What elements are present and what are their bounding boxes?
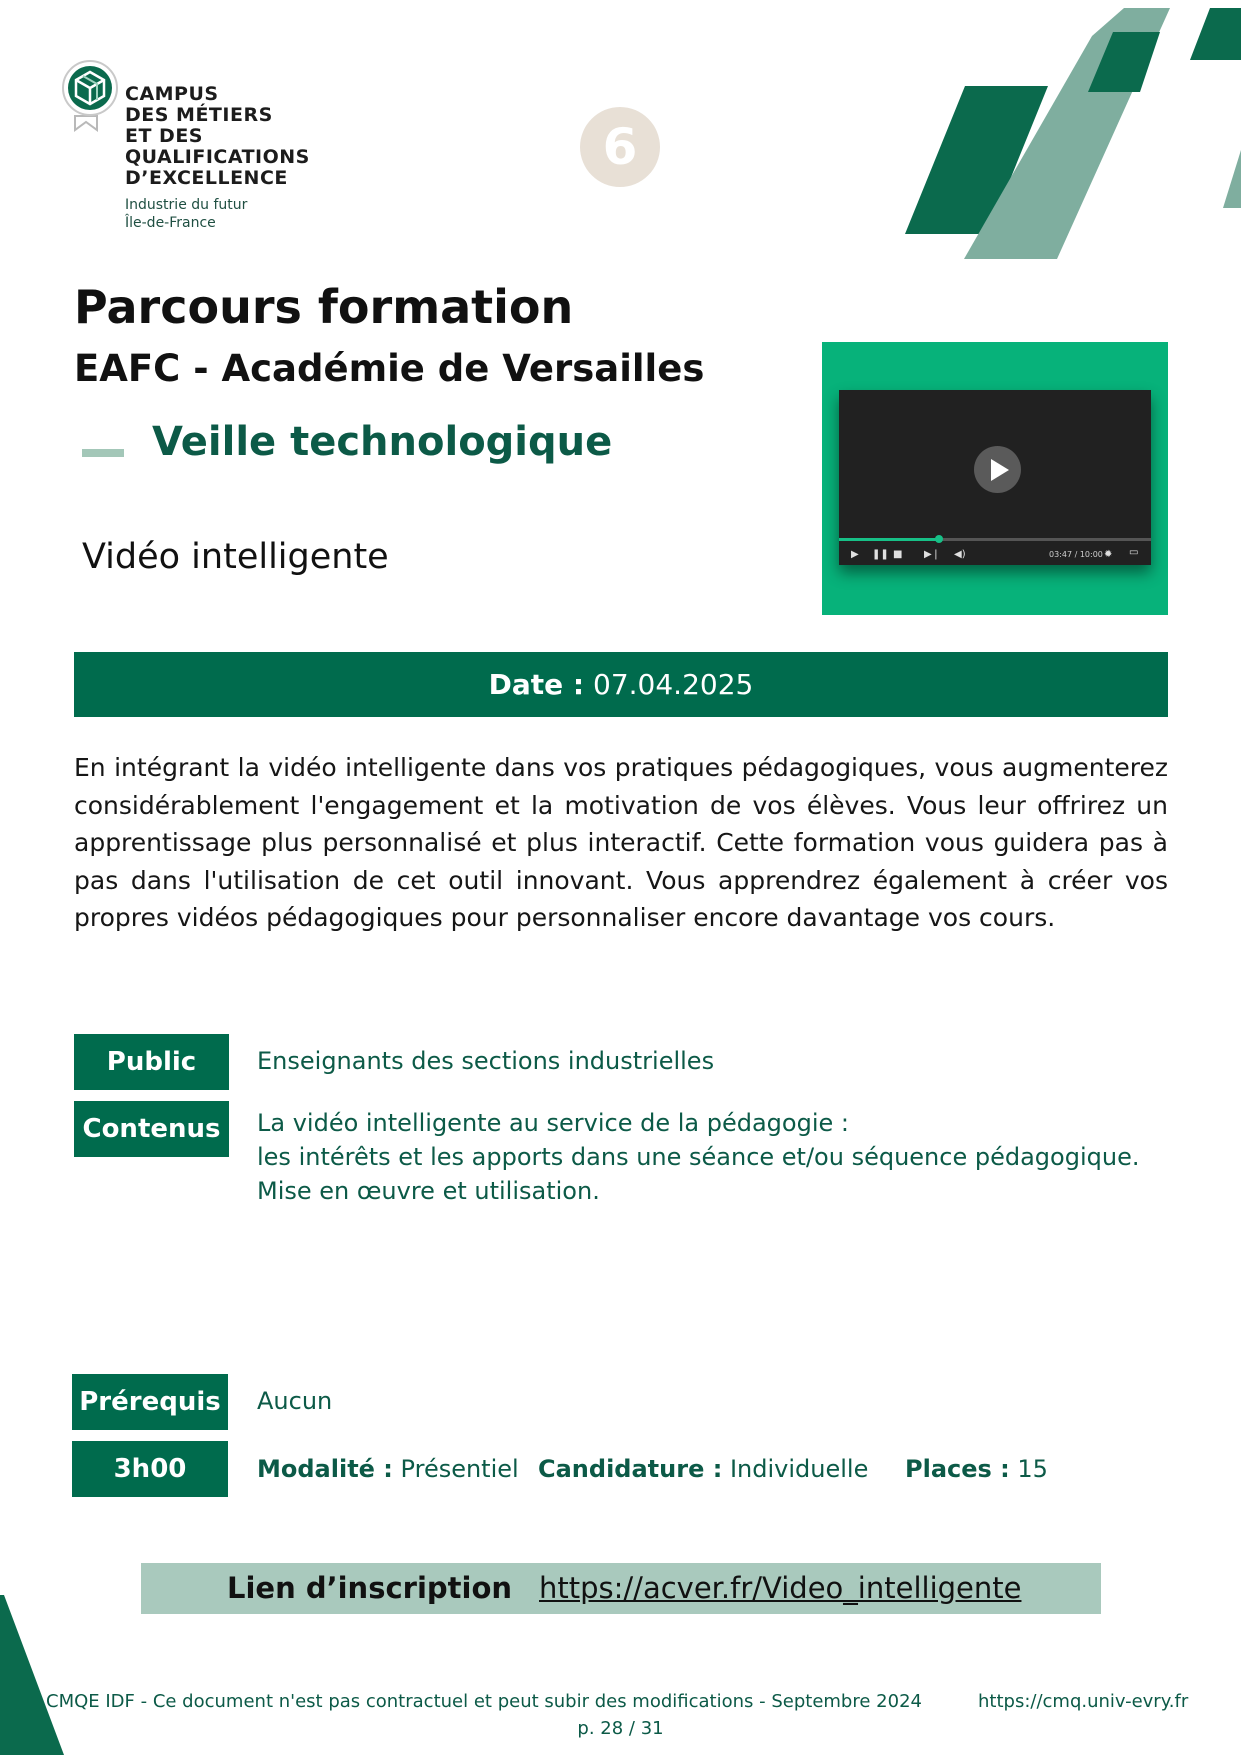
play-icon: ▶ [851,549,859,560]
volume-icon: ◀) [954,549,966,560]
play-button-icon [974,446,1021,493]
date-value: 07.04.2025 [593,668,754,701]
video-thumbnail [822,342,1168,615]
contenus-value [257,1106,1139,1208]
public-value: Enseignants des sections industrielles [257,1047,715,1075]
section-title: Veille technologique [152,419,613,465]
candidature [538,1452,868,1486]
prerequis-value: Aucun [257,1387,333,1415]
inscription-bar [141,1563,1101,1614]
gear-icon: ✹ [1104,549,1113,560]
logo-line: CAMPUS [125,83,219,105]
page-indicator: p. 28 / 31 [577,1718,664,1739]
contenus-label: Contenus [74,1101,229,1157]
page-number-badge: 6 [580,107,660,187]
inscription-label: Lien d’inscription [227,1571,513,1605]
public-label: Public [74,1034,229,1090]
prerequis-label: Prérequis [72,1374,228,1430]
logo-line: ET DES [125,125,203,147]
logo-line: D’EXCELLENCE [125,167,288,189]
inscription-link[interactable]: https://acver.fr/Video_intelligente [539,1571,1022,1605]
places-value: 15 [1017,1455,1048,1483]
date-banner [74,652,1168,717]
logo-line: DES MÉTIERS [125,104,273,126]
logo-subtitle [125,196,247,232]
video-progress-bar [839,538,1151,541]
footer-text: CMQE IDF - Ce document n'est pas contractuel et peut subir des modifications - Septembre 2024 [46,1691,922,1712]
stop-icon: ■ [893,549,903,560]
logo-line: QUALIFICATIONS [125,146,310,168]
topic-title: Vidéo intelligente [82,537,389,577]
footer-url[interactable]: https://cmq.univ-evry.fr [978,1691,1189,1712]
next-icon: ▶❘ [924,549,941,560]
modalite [257,1452,519,1486]
places-label: Places : [905,1455,1010,1483]
logo-wordmark [125,84,310,189]
contenus-line: La vidéo intelligente au service de la pédagogie : [257,1109,849,1137]
contenus-line: les intérêts et les apports dans une séance et/ou séquence pédagogique. [257,1143,1140,1171]
logo-sub-line: Industrie du futur [125,197,248,213]
logo-sub-line: Île-de-France [125,215,216,231]
page-subtitle: EAFC - Académie de Versailles [74,347,705,390]
places [905,1452,1048,1486]
contenus-line: Mise en œuvre et utilisation. [257,1177,600,1205]
candidature-label: Candidature : [538,1455,723,1483]
section-dash [82,449,124,457]
pause-icon: ❚❚ [872,549,889,560]
modalite-label: Modalité : [257,1455,393,1483]
description: En intégrant la vidéo intelligente dans vos pratiques pédagogiques, vous augmenterez considérablement l'engagement et la motivation de vos élèves. Vous leur offrirez un apprentissage plus personnalisé et plus interactif. Cette formation vous guidera pas à pas dans l'utilisation de cet outil innovant. Vous apprendrez également à créer vos propres vidéos pédagogiques pour personnaliser encore davantage vos cours. [74,753,1168,932]
date-label: Date : [488,668,585,701]
video-time: 03:47 / 10:00 [1049,550,1103,559]
candidature-value: Individuelle [729,1455,869,1483]
decorative-stripes [900,0,1241,262]
video-player [839,390,1151,565]
page-title: Parcours formation [74,280,574,334]
cmq-logo-icon [62,58,124,136]
duration-label: 3h00 [72,1441,228,1497]
fullscreen-icon: ▭ [1129,547,1139,558]
modalite-value: Présentiel [400,1455,519,1483]
